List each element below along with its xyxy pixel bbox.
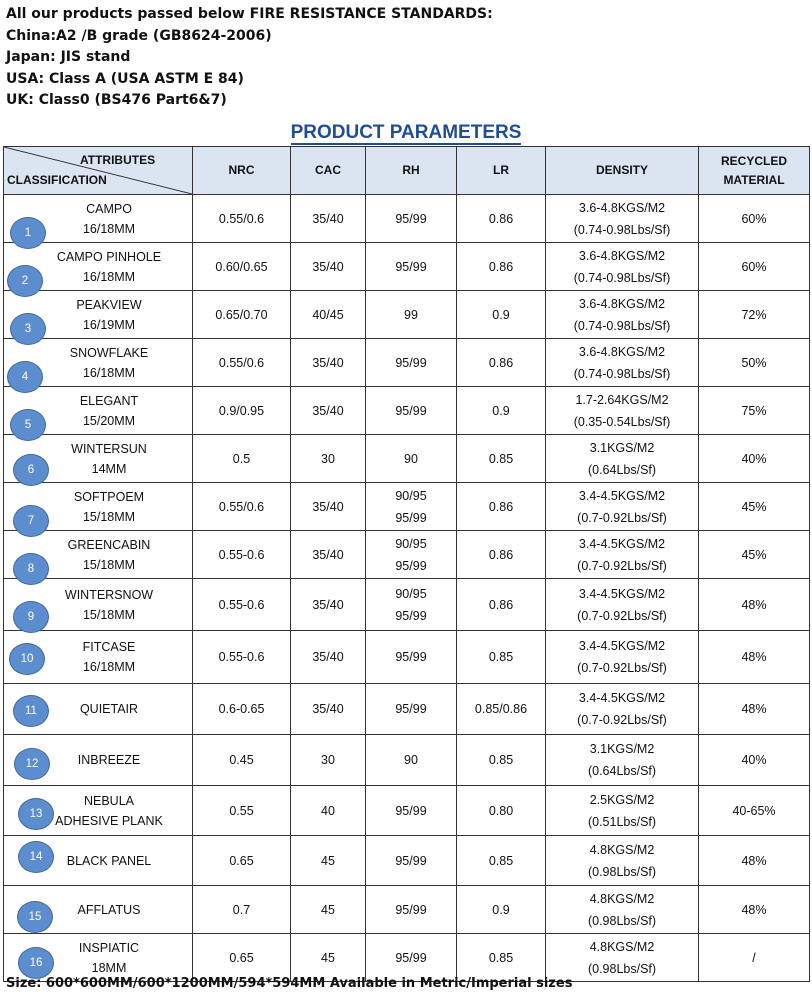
- header-rh: RH: [366, 147, 457, 195]
- product-name-line2: 15/18MM: [82, 557, 136, 572]
- density-line2: (0.7-0.92Lbs/Sf): [577, 558, 667, 573]
- density-line2: (0.35-0.54Lbs/Sf): [573, 414, 671, 429]
- density-line2: (0.7-0.92Lbs/Sf): [577, 510, 667, 525]
- header-recycled-line1: RECYCLED: [720, 153, 787, 168]
- density-line2: (0.7-0.92Lbs/Sf): [577, 661, 667, 675]
- intro-china: China:A2 /B grade (GB8624-2006): [6, 27, 272, 44]
- nrc-cell: 0.60/0.65: [193, 243, 291, 291]
- nrc-cell: 0.65: [193, 934, 291, 982]
- table-row: [4, 387, 810, 435]
- density-cell: [546, 531, 699, 579]
- rh-line1: 90/95: [395, 586, 427, 601]
- density-line1: 3.1KGS/M2: [589, 440, 655, 455]
- rh-line1: 95/99: [395, 403, 427, 418]
- rh-cell: [366, 387, 457, 435]
- lr-cell: 0.86: [457, 579, 546, 631]
- product-name-line1: INBREEZE: [77, 753, 141, 767]
- table-body: [4, 195, 810, 982]
- density-cell: [546, 243, 699, 291]
- product-name-line1: BLACK PANEL: [66, 853, 152, 868]
- intro-usa: USA: Class A (USA ASTM E 84): [6, 70, 244, 87]
- product-name-line2: 18MM: [91, 960, 127, 975]
- recycled-cell: /: [699, 934, 810, 982]
- cac-cell: 45: [291, 934, 366, 982]
- density-line1: 3.4-4.5KGS/M2: [578, 488, 666, 503]
- density-line1: 4.8KGS/M2: [589, 891, 655, 906]
- cac-cell: 40/45: [291, 291, 366, 339]
- cac-cell: 35/40: [291, 631, 366, 684]
- classification-cell: [4, 684, 193, 735]
- header-cac: CAC: [291, 147, 366, 195]
- cac-cell: 30: [291, 735, 366, 786]
- cac-cell: 35/40: [291, 684, 366, 735]
- rh-cell: [366, 786, 457, 836]
- recycled-cell: 45%: [699, 483, 810, 531]
- product-number-badge: 9: [13, 601, 49, 633]
- density-line1: 4.8KGS/M2: [589, 842, 655, 857]
- lr-cell: 0.85: [457, 631, 546, 684]
- nrc-cell: 0.55/0.6: [193, 339, 291, 387]
- rh-cell: [366, 243, 457, 291]
- classification-cell: [4, 934, 193, 982]
- table-row: [4, 291, 810, 339]
- nrc-cell: 0.5: [193, 435, 291, 483]
- classification-cell: [4, 786, 193, 836]
- cac-cell: 35/40: [291, 195, 366, 243]
- product-name-line1: QUIETAIR: [79, 702, 139, 716]
- lr-cell: 0.9: [457, 886, 546, 934]
- product-name-line1: GREENCABIN: [67, 537, 151, 552]
- density-line2: (0.74-0.98Lbs/Sf): [573, 222, 671, 237]
- nrc-cell: 0.55-0.6: [193, 579, 291, 631]
- density-line2: (0.74-0.98Lbs/Sf): [573, 270, 671, 285]
- classification-cell: [4, 836, 193, 886]
- rh-cell: [366, 886, 457, 934]
- density-cell: [546, 631, 699, 684]
- page-title: [0, 121, 812, 145]
- table-row: [4, 786, 810, 836]
- density-line2: (0.98Lbs/Sf): [587, 961, 657, 976]
- lr-cell: 0.86: [457, 483, 546, 531]
- header-recycled-line2: MATERIAL: [723, 172, 785, 187]
- product-name-line1: SOFTPOEM: [73, 489, 145, 504]
- density-line1: 3.4-4.5KGS/M2: [578, 536, 666, 551]
- table-row: [4, 243, 810, 291]
- product-number-badge: 6: [13, 454, 49, 486]
- recycled-cell: 48%: [699, 631, 810, 684]
- product-name-line1: FITCASE: [82, 640, 136, 654]
- rh-line1: 95/99: [395, 803, 427, 818]
- lr-cell: 0.85: [457, 836, 546, 886]
- table-row: [4, 483, 810, 531]
- rh-line2: 95/99: [395, 510, 427, 525]
- density-line2: (0.51Lbs/Sf): [587, 814, 657, 829]
- density-line1: 3.6-4.8KGS/M2: [578, 200, 666, 215]
- recycled-cell: 72%: [699, 291, 810, 339]
- nrc-cell: 0.45: [193, 735, 291, 786]
- cac-cell: 30: [291, 435, 366, 483]
- header-attributes: ATTRIBUTES: [80, 153, 156, 167]
- table-row: [4, 836, 810, 886]
- recycled-cell: 48%: [699, 886, 810, 934]
- nrc-cell: 0.55-0.6: [193, 531, 291, 579]
- density-cell: [546, 684, 699, 735]
- product-number-badge: 4: [7, 361, 43, 393]
- product-number-badge: 8: [13, 553, 49, 585]
- product-parameters-table: [3, 146, 810, 982]
- header-diagonal-cell: [4, 147, 193, 195]
- density-cell: [546, 786, 699, 836]
- classification-cell: [4, 735, 193, 786]
- classification-cell: [4, 243, 193, 291]
- recycled-cell: 50%: [699, 339, 810, 387]
- density-line2: (0.7-0.92Lbs/Sf): [577, 713, 667, 727]
- nrc-cell: 0.55: [193, 786, 291, 836]
- nrc-cell: 0.6-0.65: [193, 684, 291, 735]
- rh-cell: [366, 483, 457, 531]
- density-cell: [546, 339, 699, 387]
- density-cell: [546, 836, 699, 886]
- table-row: [4, 684, 810, 735]
- density-line2: (0.64Lbs/Sf): [587, 462, 657, 477]
- density-cell: [546, 735, 699, 786]
- density-cell: [546, 483, 699, 531]
- product-name-line1: WINTERSNOW: [64, 587, 154, 602]
- density-cell: [546, 934, 699, 982]
- rh-line1: 95/99: [395, 259, 427, 274]
- density-line1: 3.4-4.5KGS/M2: [578, 586, 666, 601]
- product-number-badge: 14: [18, 841, 54, 873]
- fire-standards-intro: [6, 4, 493, 112]
- product-name-line1: PEAKVIEW: [76, 297, 142, 312]
- cac-cell: 45: [291, 886, 366, 934]
- nrc-cell: 0.9/0.95: [193, 387, 291, 435]
- product-number-badge: 2: [7, 265, 43, 297]
- rh-line1: 95/99: [395, 211, 427, 226]
- classification-cell: [4, 531, 193, 579]
- cac-cell: 35/40: [291, 243, 366, 291]
- classification-cell: [4, 483, 193, 531]
- product-number-badge: 5: [10, 409, 46, 441]
- density-line1: 3.6-4.8KGS/M2: [578, 248, 666, 263]
- cac-cell: 40: [291, 786, 366, 836]
- rh-line1: 95/99: [395, 650, 427, 664]
- table-row: [4, 195, 810, 243]
- product-name-line2: 16/18MM: [82, 269, 136, 284]
- classification-cell: [4, 886, 193, 934]
- cac-cell: 35/40: [291, 339, 366, 387]
- density-cell: [546, 435, 699, 483]
- table-row: [4, 934, 810, 982]
- intro-uk: UK: Class0 (BS476 Part6&7): [6, 92, 227, 108]
- density-line1: 3.6-4.8KGS/M2: [578, 344, 666, 359]
- classification-cell: [4, 387, 193, 435]
- lr-cell: 0.86: [457, 243, 546, 291]
- product-name-line2: 15/18MM: [82, 607, 136, 622]
- nrc-cell: 0.55-0.6: [193, 631, 291, 684]
- header-lr: LR: [457, 147, 546, 195]
- product-number-badge: 11: [13, 695, 49, 727]
- table-row: [4, 339, 810, 387]
- density-cell: [546, 387, 699, 435]
- product-name-line1: ELEGANT: [79, 393, 139, 408]
- lr-cell: 0.9: [457, 291, 546, 339]
- header-classification: CLASSIFICATION: [7, 173, 107, 187]
- rh-cell: [366, 735, 457, 786]
- intro-japan: Japan: JIS stand: [6, 49, 131, 65]
- product-name-line2: 15/20MM: [82, 413, 136, 428]
- density-line2: (0.98Lbs/Sf): [587, 864, 657, 879]
- classification-cell: [4, 579, 193, 631]
- rh-cell: [366, 435, 457, 483]
- density-line1: 4.8KGS/M2: [589, 939, 655, 954]
- density-line2: (0.74-0.98Lbs/Sf): [573, 318, 671, 333]
- table-row: [4, 886, 810, 934]
- lr-cell: 0.85: [457, 435, 546, 483]
- density-cell: [546, 195, 699, 243]
- rh-line1: 90/95: [395, 536, 427, 551]
- table-row: [4, 579, 810, 631]
- rh-line1: 90/95: [395, 488, 427, 503]
- recycled-cell: 48%: [699, 836, 810, 886]
- table-row: [4, 435, 810, 483]
- density-line1: 2.5KGS/M2: [589, 792, 655, 807]
- lr-cell: 0.80: [457, 786, 546, 836]
- header-density: DENSITY: [546, 147, 699, 195]
- product-name-line1: INSPIATIC: [78, 940, 140, 955]
- density-line1: 1.7-2.64KGS/M2: [575, 392, 669, 407]
- cac-cell: 35/40: [291, 531, 366, 579]
- lr-cell: 0.85: [457, 934, 546, 982]
- table-row: [4, 631, 810, 684]
- rh-line2: 95/99: [395, 558, 427, 573]
- size-footer: Size: 600*600MM/600*1200MM/594*594MM Available in Metric/Imperial sizes: [6, 976, 573, 991]
- nrc-cell: 0.65/0.70: [193, 291, 291, 339]
- lr-cell: 0.86: [457, 531, 546, 579]
- classification-cell: [4, 339, 193, 387]
- recycled-cell: 48%: [699, 684, 810, 735]
- density-cell: [546, 886, 699, 934]
- recycled-cell: 75%: [699, 387, 810, 435]
- page-title-text: PRODUCT PARAMETERS: [290, 122, 522, 143]
- density-cell: [546, 291, 699, 339]
- cac-cell: 35/40: [291, 579, 366, 631]
- product-name-line2: 16/18MM: [82, 660, 136, 674]
- product-number-badge: 3: [10, 313, 46, 345]
- classification-cell: [4, 631, 193, 684]
- recycled-cell: 40%: [699, 435, 810, 483]
- classification-cell: [4, 435, 193, 483]
- rh-line1: 90: [404, 451, 418, 466]
- product-number-badge: 15: [17, 901, 53, 933]
- cac-cell: 45: [291, 836, 366, 886]
- density-line2: (0.7-0.92Lbs/Sf): [577, 608, 667, 623]
- density-line1: 3.6-4.8KGS/M2: [578, 296, 666, 311]
- header-nrc: NRC: [193, 147, 291, 195]
- lr-cell: 0.86: [457, 195, 546, 243]
- product-name-line1: CAMPO: [86, 201, 132, 216]
- nrc-cell: 0.55/0.6: [193, 195, 291, 243]
- recycled-cell: 40%: [699, 735, 810, 786]
- rh-cell: [366, 579, 457, 631]
- lr-cell: 0.9: [457, 387, 546, 435]
- lr-cell: 0.85: [457, 735, 546, 786]
- density-line1: 3.1KGS/M2: [589, 742, 655, 756]
- rh-cell: [366, 531, 457, 579]
- product-name-line2: ADHESIVE PLANK: [55, 813, 163, 828]
- rh-cell: [366, 836, 457, 886]
- rh-line1: 99: [404, 307, 418, 322]
- product-number-badge: 1: [10, 217, 46, 249]
- product-number-badge: 13: [18, 798, 54, 830]
- rh-line1: 95/99: [395, 853, 427, 868]
- rh-cell: [366, 291, 457, 339]
- recycled-cell: 48%: [699, 579, 810, 631]
- product-number-badge: 12: [14, 748, 50, 780]
- density-line2: (0.74-0.98Lbs/Sf): [573, 366, 671, 381]
- density-line1: 3.4-4.5KGS/M2: [578, 691, 666, 705]
- rh-cell: [366, 631, 457, 684]
- recycled-cell: 60%: [699, 243, 810, 291]
- table-header-row: [4, 147, 810, 195]
- density-line2: (0.64Lbs/Sf): [587, 764, 657, 778]
- product-name-line2: 16/18MM: [82, 365, 136, 380]
- nrc-cell: 0.7: [193, 886, 291, 934]
- product-number-badge: 10: [9, 643, 45, 675]
- product-name-line2: 15/18MM: [82, 509, 136, 524]
- density-line1: 3.4-4.5KGS/M2: [578, 639, 666, 653]
- product-number-badge: 16: [18, 947, 54, 979]
- rh-line2: 95/99: [395, 608, 427, 623]
- density-line2: (0.98Lbs/Sf): [587, 913, 657, 928]
- product-name-line1: AFFLATUS: [77, 902, 141, 917]
- nrc-cell: 0.55/0.6: [193, 483, 291, 531]
- product-name-line1: NEBULA: [83, 793, 135, 808]
- classification-cell: [4, 291, 193, 339]
- density-cell: [546, 579, 699, 631]
- intro-heading: All our products passed below FIRE RESISTANCE STANDARDS:: [6, 6, 493, 22]
- product-name-line2: 16/18MM: [82, 221, 136, 236]
- header-recycled: [699, 147, 810, 195]
- cac-cell: 35/40: [291, 483, 366, 531]
- recycled-cell: 60%: [699, 195, 810, 243]
- product-name-line1: SNOWFLAKE: [69, 345, 149, 360]
- recycled-cell: 40-65%: [699, 786, 810, 836]
- rh-cell: [366, 934, 457, 982]
- product-name-line1: CAMPO PINHOLE: [56, 249, 162, 264]
- nrc-cell: 0.65: [193, 836, 291, 886]
- product-name-line2: 14MM: [91, 461, 127, 476]
- rh-cell: [366, 195, 457, 243]
- rh-line1: 95/99: [395, 702, 427, 716]
- rh-cell: [366, 339, 457, 387]
- table-row: [4, 735, 810, 786]
- product-name-line2: 16/19MM: [82, 317, 136, 332]
- table-row: [4, 531, 810, 579]
- rh-line1: 90: [404, 753, 418, 767]
- cac-cell: 35/40: [291, 387, 366, 435]
- rh-cell: [366, 684, 457, 735]
- lr-cell: 0.86: [457, 339, 546, 387]
- lr-cell: 0.85/0.86: [457, 684, 546, 735]
- product-number-badge: 7: [13, 505, 49, 537]
- rh-line1: 95/99: [395, 355, 427, 370]
- rh-line1: 95/99: [395, 902, 427, 917]
- recycled-cell: 45%: [699, 531, 810, 579]
- product-name-line1: WINTERSUN: [71, 441, 147, 456]
- rh-line1: 95/99: [395, 950, 427, 965]
- classification-cell: [4, 195, 193, 243]
